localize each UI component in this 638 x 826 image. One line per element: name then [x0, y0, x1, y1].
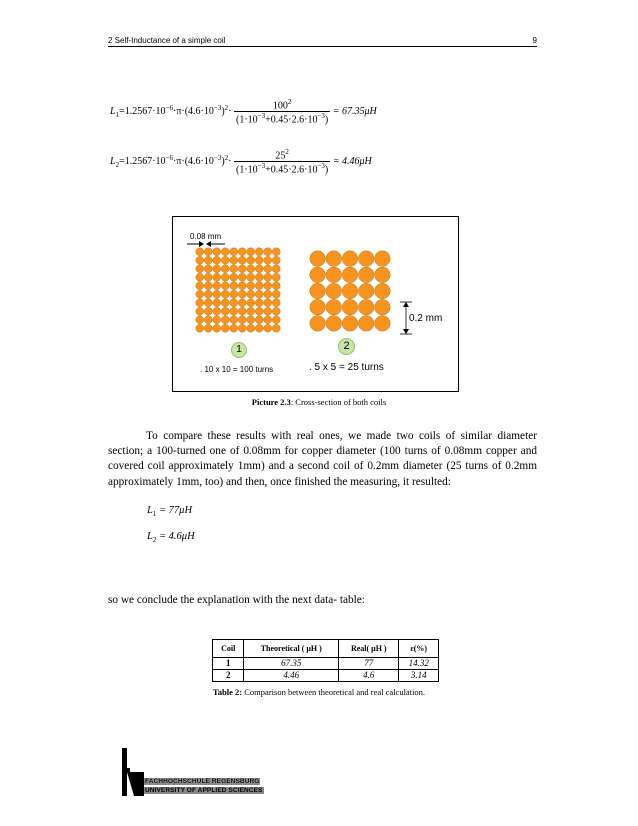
coil1-wire-turn	[230, 273, 238, 281]
coil1-wire-turn	[255, 324, 263, 332]
coil1-wire-turn	[213, 282, 221, 290]
coil1-wire-turn	[264, 256, 272, 264]
coil1-wire-turn	[213, 273, 221, 281]
coil1-number-badge: 1	[231, 342, 247, 358]
table-row	[213, 670, 439, 682]
coil1-wire-turn	[247, 282, 255, 290]
coil1-wire-turn	[196, 307, 204, 315]
coil1-wire-turn	[204, 265, 212, 273]
coil1-wire-turn	[221, 307, 229, 315]
coil1-wire-turn	[221, 290, 229, 298]
coil1-wire-turn	[264, 290, 272, 298]
coil1-wire-turn	[264, 282, 272, 290]
table-cell: 3.14	[399, 670, 439, 682]
table-cell: 67.35	[244, 658, 339, 670]
coil1-wire-turn	[247, 324, 255, 332]
coil1-wire-turn	[221, 265, 229, 273]
coil1-wire-turn	[255, 248, 263, 256]
coil2-wire-turn	[375, 267, 391, 283]
coil1-wire-turn	[204, 256, 212, 264]
coil1-wire-turn	[204, 307, 212, 315]
figure-box	[172, 216, 459, 392]
coil2-wire-turn	[358, 299, 374, 315]
running-header	[108, 36, 537, 47]
coil1-wire-turn	[213, 256, 221, 264]
coil1-wire-turn	[230, 324, 238, 332]
coil2-wire-turn	[326, 299, 342, 315]
coil2-wire-turn	[342, 283, 358, 299]
coil1-wire-turn	[213, 307, 221, 315]
coil1-wire-turn	[204, 282, 212, 290]
coil1-wire-turn	[247, 265, 255, 273]
coil1-wire-turn	[255, 299, 263, 307]
coil1-wire-turn	[255, 265, 263, 273]
coil1-wire-turn	[238, 248, 246, 256]
coil2-wire-turn	[326, 251, 342, 267]
coil1-wire-turn	[204, 248, 212, 256]
coil2-wire-turn	[375, 283, 391, 299]
coil2-wire-turn	[342, 316, 358, 332]
coil1-wire-turn	[272, 256, 280, 264]
eq-lhs: L	[110, 156, 116, 168]
coil2-wire-turn	[375, 316, 391, 332]
coil1-wire-turn	[221, 316, 229, 324]
coil1-wire-turn	[230, 265, 238, 273]
coil1-wire-turn	[272, 290, 280, 298]
table-cell: 2	[213, 670, 244, 682]
paragraph-comparison: To compare these results with real ones, we made two coils of similar diameter section; a 100-turned one of 0.08mm for copper diameter (100 turns of 0.08mm copper and covered coil approximately 1mm) and a second coil of 0.2mm diameter (25 turns of 0.2mm approximately 1mm, too) and then, once finished the measuring, it resulted:	[108, 430, 537, 488]
coil2-wire-turn	[358, 316, 374, 332]
equation-L2: $L_2=1.2567\cdot 10^{-6}\cdot\pi\cdot(4.6\cdot 10^{-3})^2\cdot$ $\frac{25^2}{(1\cdot 10^{-3}+0.45\cdot 2.6\cdot 10^{-3})}$ = 4.46μH	[110, 148, 372, 176]
coil1-wire-turn	[247, 256, 255, 264]
logo-text-line2: UNIVERSITY OF APPLIED SCIENCES	[145, 787, 263, 794]
coil1-wire-turn	[213, 265, 221, 273]
coil-size-label: 0.2 mm	[409, 313, 443, 324]
coil1-wire-turn	[230, 290, 238, 298]
coil1-wire-turn	[264, 299, 272, 307]
coil1-wire-turn	[196, 299, 204, 307]
table-cell: 1	[213, 658, 244, 670]
coil2-wire-turn	[358, 251, 374, 267]
coil1-wire-turn	[221, 299, 229, 307]
equation-L1: $L_1=1.2567\cdot 10^{-6}\cdot\pi\cdot(4.6\cdot 10^{-3})^2\cdot$ $\frac{100^2}{(1\cdot 10^{-3}+0.45\cdot 2.6\cdot 10^{-3})}$ = 67.35μH	[110, 98, 377, 126]
coil1-wire-turn	[221, 273, 229, 281]
coil1-wire-turn	[230, 307, 238, 315]
coil1-wire-turn	[230, 299, 238, 307]
figure-caption: Picture 2.3: Cross-section of both coils	[251, 397, 387, 407]
eq-result: = 67.35μH	[332, 106, 377, 118]
coil1-wire-turn	[221, 282, 229, 290]
coil1-wire-turn	[272, 282, 280, 290]
coil1-wire-turn	[247, 290, 255, 298]
coil1-wire-turn	[238, 324, 246, 332]
eq-fraction: $\frac{25^2}{(1\cdot 10^{-3}+0.45\cdot 2.6\cdot 10^{-3})}$	[236, 148, 329, 176]
table-cell: 4.46	[244, 670, 339, 682]
coil1-wire-turn	[213, 316, 221, 324]
coil2-wire-turn	[358, 267, 374, 283]
table-cell: 77	[339, 658, 399, 670]
table-row	[213, 658, 439, 670]
eq-lhs: L	[110, 106, 116, 118]
coil2-wire-turn	[310, 316, 326, 332]
coil2-wire-turn	[342, 299, 358, 315]
coil1-wire-turn	[196, 248, 204, 256]
eq-fraction: $\frac{100^2}{(1\cdot 10^{-3}+0.45\cdot 2.6\cdot 10^{-3})}$	[236, 98, 329, 126]
coil1-wire-turn	[255, 282, 263, 290]
logo-text-line1: FACHHOCHSCHULE REGENSBURG	[145, 778, 260, 785]
coil1-wire-turn	[230, 256, 238, 264]
coil1-wire-turn	[230, 316, 238, 324]
coil2-caption: . 5 x 5 = 25 turns	[309, 362, 384, 373]
paragraph-conclusion: so we conclude the explanation with the next data- table:	[108, 594, 365, 606]
coil1-wire-turn	[264, 307, 272, 315]
result-L2: $L_2 = 4.6\mu H$	[147, 531, 195, 545]
coil1-wire-turn	[213, 290, 221, 298]
eq-result: = 4.46μH	[332, 156, 372, 168]
coil1-wire-turn	[196, 265, 204, 273]
table-header-cell: Coil	[213, 640, 244, 658]
coil1-wire-turn	[204, 273, 212, 281]
table-caption: Table 2: Comparison between theoretical and real calculation.	[212, 687, 426, 697]
coil1-wire-turn	[196, 256, 204, 264]
coil1-wire-turn	[247, 248, 255, 256]
coil2-wire-turn	[358, 283, 374, 299]
coil2-wire-turn	[342, 267, 358, 283]
comparison-table	[212, 639, 439, 682]
coil2-cross-section	[309, 250, 391, 332]
coil1-wire-turn	[272, 265, 280, 273]
coil2-wire-turn	[326, 283, 342, 299]
coil1-wire-turn	[264, 273, 272, 281]
coil1-wire-turn	[238, 299, 246, 307]
coil1-wire-turn	[255, 307, 263, 315]
coil2-wire-turn	[310, 267, 326, 283]
coil1-wire-turn	[272, 273, 280, 281]
coil1-wire-turn	[238, 316, 246, 324]
coil1-wire-turn	[221, 256, 229, 264]
coil1-wire-turn	[204, 290, 212, 298]
table-cell: 14.32	[399, 658, 439, 670]
coil1-cross-section	[195, 247, 281, 333]
coil1-wire-turn	[238, 265, 246, 273]
coil2-number-badge: 2	[338, 338, 355, 355]
coil1-wire-turn	[196, 324, 204, 332]
coil1-wire-turn	[255, 273, 263, 281]
page-number: 9	[532, 36, 537, 45]
coil1-wire-turn	[204, 299, 212, 307]
coil1-wire-turn	[264, 316, 272, 324]
coil1-wire-turn	[255, 290, 263, 298]
wire-diameter-label: 0.08 mm	[190, 232, 222, 241]
coil2-wire-turn	[310, 283, 326, 299]
coil1-wire-turn	[272, 324, 280, 332]
section-title: 2 Self-Inductance of a simple coil	[108, 36, 226, 45]
coil2-wire-turn	[310, 251, 326, 267]
coil1-wire-turn	[272, 307, 280, 315]
coil2-wire-turn	[310, 299, 326, 315]
coil1-wire-turn	[230, 248, 238, 256]
coil2-wire-turn	[375, 251, 391, 267]
result-L1: $L_1 = 77\mu H$	[147, 505, 193, 519]
coil1-wire-turn	[272, 248, 280, 256]
coil1-wire-turn	[221, 324, 229, 332]
table-header-cell: Theoretical ( μH )	[244, 640, 339, 658]
coil1-wire-turn	[255, 256, 263, 264]
table-header-cell: Real( μH )	[339, 640, 399, 658]
coil1-wire-turn	[264, 324, 272, 332]
coil2-wire-turn	[326, 267, 342, 283]
table-cell: 4.6	[339, 670, 399, 682]
coil1-wire-turn	[213, 299, 221, 307]
coil1-wire-turn	[230, 282, 238, 290]
coil1-wire-turn	[196, 273, 204, 281]
coil1-wire-turn	[238, 290, 246, 298]
coil1-wire-turn	[264, 265, 272, 273]
coil1-wire-turn	[196, 316, 204, 324]
coil1-wire-turn	[213, 324, 221, 332]
coil1-caption: . 10 x 10 = 100 turns	[200, 365, 274, 374]
coil1-wire-turn	[247, 316, 255, 324]
coil2-wire-turn	[342, 251, 358, 267]
coil1-wire-turn	[221, 248, 229, 256]
coil1-wire-turn	[196, 290, 204, 298]
coil1-wire-turn	[238, 256, 246, 264]
coil1-wire-turn	[247, 273, 255, 281]
coil1-wire-turn	[213, 248, 221, 256]
coil1-wire-turn	[196, 282, 204, 290]
coil1-wire-turn	[238, 307, 246, 315]
coil1-wire-turn	[247, 307, 255, 315]
coil1-wire-turn	[238, 282, 246, 290]
coil1-wire-turn	[247, 299, 255, 307]
coil1-wire-turn	[255, 316, 263, 324]
coil1-wire-turn	[204, 324, 212, 332]
university-logo	[122, 748, 272, 798]
table-header-cell: ε(%)	[399, 640, 439, 658]
coil1-wire-turn	[204, 316, 212, 324]
coil1-wire-turn	[272, 299, 280, 307]
coil2-wire-turn	[326, 316, 342, 332]
coil1-wire-turn	[264, 248, 272, 256]
coil1-wire-turn	[272, 316, 280, 324]
coil1-wire-turn	[238, 273, 246, 281]
coil2-wire-turn	[375, 299, 391, 315]
table-header-row	[213, 640, 439, 658]
